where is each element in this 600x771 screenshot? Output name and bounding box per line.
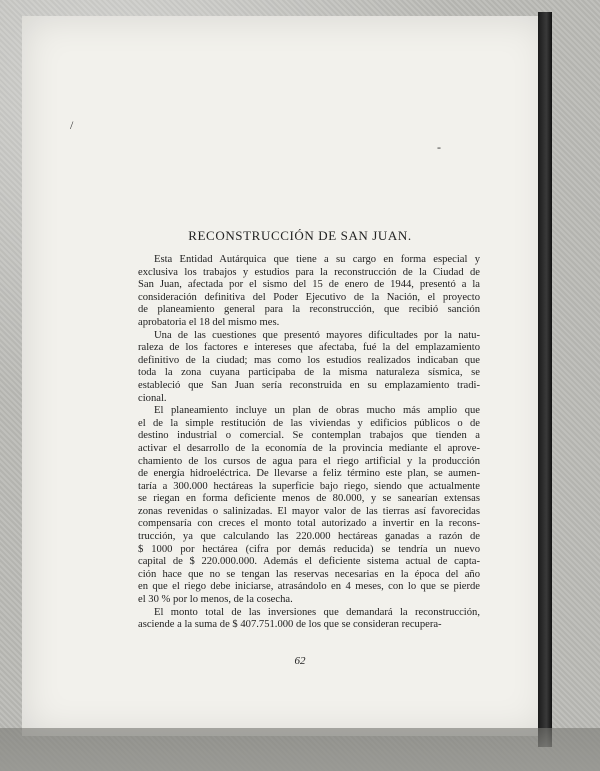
stray-mark: -: [437, 140, 441, 154]
text-line: estableció que San Juan sería reconstruida en su emplazamiento tradi-: [138, 379, 480, 391]
book-spine-shadow: [538, 12, 552, 747]
text-line: en que el riego debe iniciarse, atrasándolo en 4 meses, con lo que se pierde: [138, 581, 480, 593]
text-line: el de la simple restitución de las viviendas y edificios públicos o de: [138, 417, 480, 429]
text-line: taría a 300.000 hectáreas la superficie bajo riego, siendo que actualmente: [138, 480, 480, 492]
text-line: activar el desarrollo de la economía de la provincia mediante el aprove-: [138, 442, 480, 454]
text-line: El monto total de las inversiones que demandará la reconstrucción,: [154, 606, 480, 618]
document-title: RECONSTRUCCIÓN DE SAN JUAN.: [188, 228, 412, 243]
text-line: San Juan, afectada por el sismo del 15 de enero de 1944, presentó a la: [138, 279, 480, 291]
text-line: $ 1000 por hectárea (cifra por demás reducida) se tendría un nuevo: [138, 543, 480, 555]
text-line: Esta Entidad Autárquica que tiene a su cargo en forma especial y: [154, 254, 480, 265]
text-line: se riegan en forma deficiente menos de 80.000, y se sanearían extensas: [138, 493, 480, 505]
text-line: raleza de los factores e intereses que afectaba, fué la del emplazamiento: [138, 342, 480, 354]
stray-mark: /: [70, 118, 74, 132]
bottom-scan-edge: [0, 728, 600, 771]
document-body: [138, 254, 480, 632]
text-line: toda la zona cuyana participaba de la misma naturaleza sísmica, se: [138, 367, 480, 379]
text-line: aprobatoria el 18 del mismo mes.: [138, 316, 280, 328]
text-line: exclusiva los trabajos y estudios para la reconstrucción de la Ciudad de: [138, 266, 480, 278]
text-line: de planeamiento general para la reconstrucción, que recibió sanción: [138, 304, 480, 316]
text-line: compensaría con creces el monto total autorizado a invertir en la recons-: [138, 518, 480, 530]
text-line: El planeamiento incluye un plan de obras mucho más amplio que: [154, 405, 480, 417]
text-line: ción hace que no se tengan las reservas necesarias en la época del año: [138, 568, 480, 580]
text-line: chamiento de los cursos de agua para el riego artificial y la producción: [138, 455, 480, 467]
text-line: definitivo de la ciudad; mas como los estudios realizados indicaban que: [138, 354, 480, 366]
page-number: 62: [294, 655, 306, 667]
text-line: el 30 % por lo menos, de la cosecha.: [138, 594, 293, 606]
text-line: asciende a la suma de $ 407.751.000 de los que se consideran recupera-: [138, 619, 442, 631]
text-line: trucción, ya que calculando las 220.000 hectáreas ganadas a razón de: [138, 531, 480, 543]
text-line: consideración definitiva del Poder Ejecutivo de la Nación, el proyecto: [138, 291, 480, 303]
text-line: de energía hidroeléctrica. De llevarse a feliz término este plan, se aumen-: [138, 468, 480, 480]
text-line: capital de $ 220.000.000. Además el deficiente sistema actual de capta-: [138, 556, 480, 568]
text-line: Una de las cuestiones que presentó mayores dificultades por la natu-: [154, 329, 480, 341]
text-line: cional.: [138, 392, 167, 404]
text-line: destino industrial o comercial. Se contemplan trabajos que tienden a: [138, 430, 480, 442]
text-line: zonas revenidas o salinizadas. El mayor valor de las tierras así favorecidas: [138, 505, 480, 517]
